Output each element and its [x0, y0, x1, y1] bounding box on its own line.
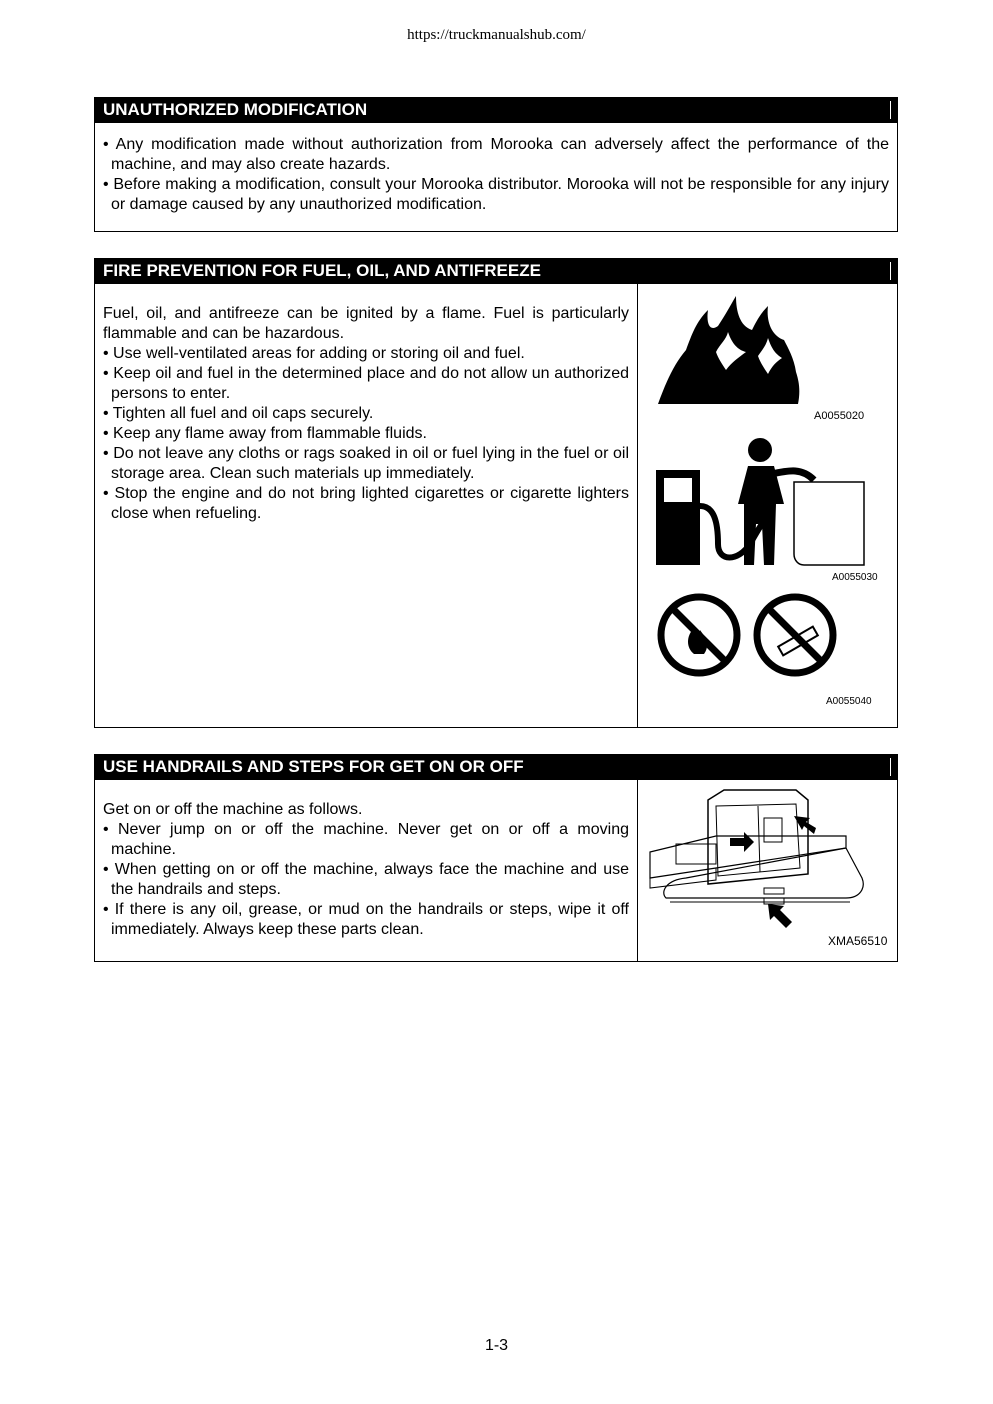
crawler-carrier-illustration — [646, 788, 892, 938]
no-open-flame-icon — [656, 592, 742, 678]
bullet-item: • If there is any oil, grease, or mud on the handrails or steps, wipe it off immediately. Always keep these parts clean. — [103, 901, 629, 938]
section-title: FIRE PREVENTION FOR FUEL, OIL, AND ANTIFREEZE — [95, 259, 897, 284]
section-body — [95, 123, 897, 223]
bullet-item: • Any modification made without authorization from Morooka can adversely affect the performance of the machine, and may also create hazards. — [103, 136, 889, 173]
intro-text: Get on or off the machine as follows. — [103, 801, 363, 818]
bullet-item: • Stop the engine and do not bring lighted cigarettes or cigarette lighters close when refueling. — [103, 485, 629, 522]
bullet-item: • Never jump on or off the machine. Never get on or off a moving machine. — [103, 821, 629, 858]
bullet-item: • Do not leave any cloths or rags soaked in oil or fuel lying in the fuel or oil storage area. Clean such materials up immediately. — [103, 445, 629, 482]
illustration-column — [638, 284, 897, 728]
figure-code: A0055030 — [832, 572, 878, 583]
figure-code: A0055040 — [826, 696, 872, 707]
bullet-item: • When getting on or off the machine, always face the machine and use the handrails and steps. — [103, 861, 629, 898]
section-body — [95, 284, 638, 728]
section-title: USE HANDRAILS AND STEPS FOR GET ON OR OFF — [95, 755, 897, 780]
source-url: https://truckmanualshub.com/ — [407, 27, 586, 43]
section-handrails-steps — [94, 754, 898, 962]
no-smoking-icon — [752, 592, 838, 678]
refueling-person-icon — [654, 434, 866, 569]
figure-code: XMA56510 — [828, 934, 888, 948]
section-unauthorized-modification — [94, 97, 898, 232]
illustration-column — [638, 780, 897, 962]
bullet-item: • Keep any flame away from flammable fluids. — [103, 425, 427, 442]
bullet-item: • Tighten all fuel and oil caps securely. — [103, 405, 374, 422]
bullet-item: • Before making a modification, consult your Morooka distributor. Morooka will not be responsible for any injury or damage caused by any unauthorized modification. — [103, 176, 889, 213]
section-fire-prevention — [94, 258, 898, 728]
page-number: 1-3 — [484, 1337, 509, 1354]
section-title: UNAUTHORIZED MODIFICATION — [95, 98, 897, 123]
section-body — [95, 780, 638, 962]
flame-icon — [656, 292, 806, 407]
intro-text: Fuel, oil, and antifreeze can be ignited by a flame. Fuel is particularly flammable and can be hazardous. — [103, 305, 629, 342]
bullet-item: • Keep oil and fuel in the determined place and do not allow un authorized persons to enter. — [103, 365, 629, 402]
bullet-item: • Use well-ventilated areas for adding or storing oil and fuel. — [103, 345, 525, 362]
figure-code: A0055020 — [814, 410, 865, 422]
